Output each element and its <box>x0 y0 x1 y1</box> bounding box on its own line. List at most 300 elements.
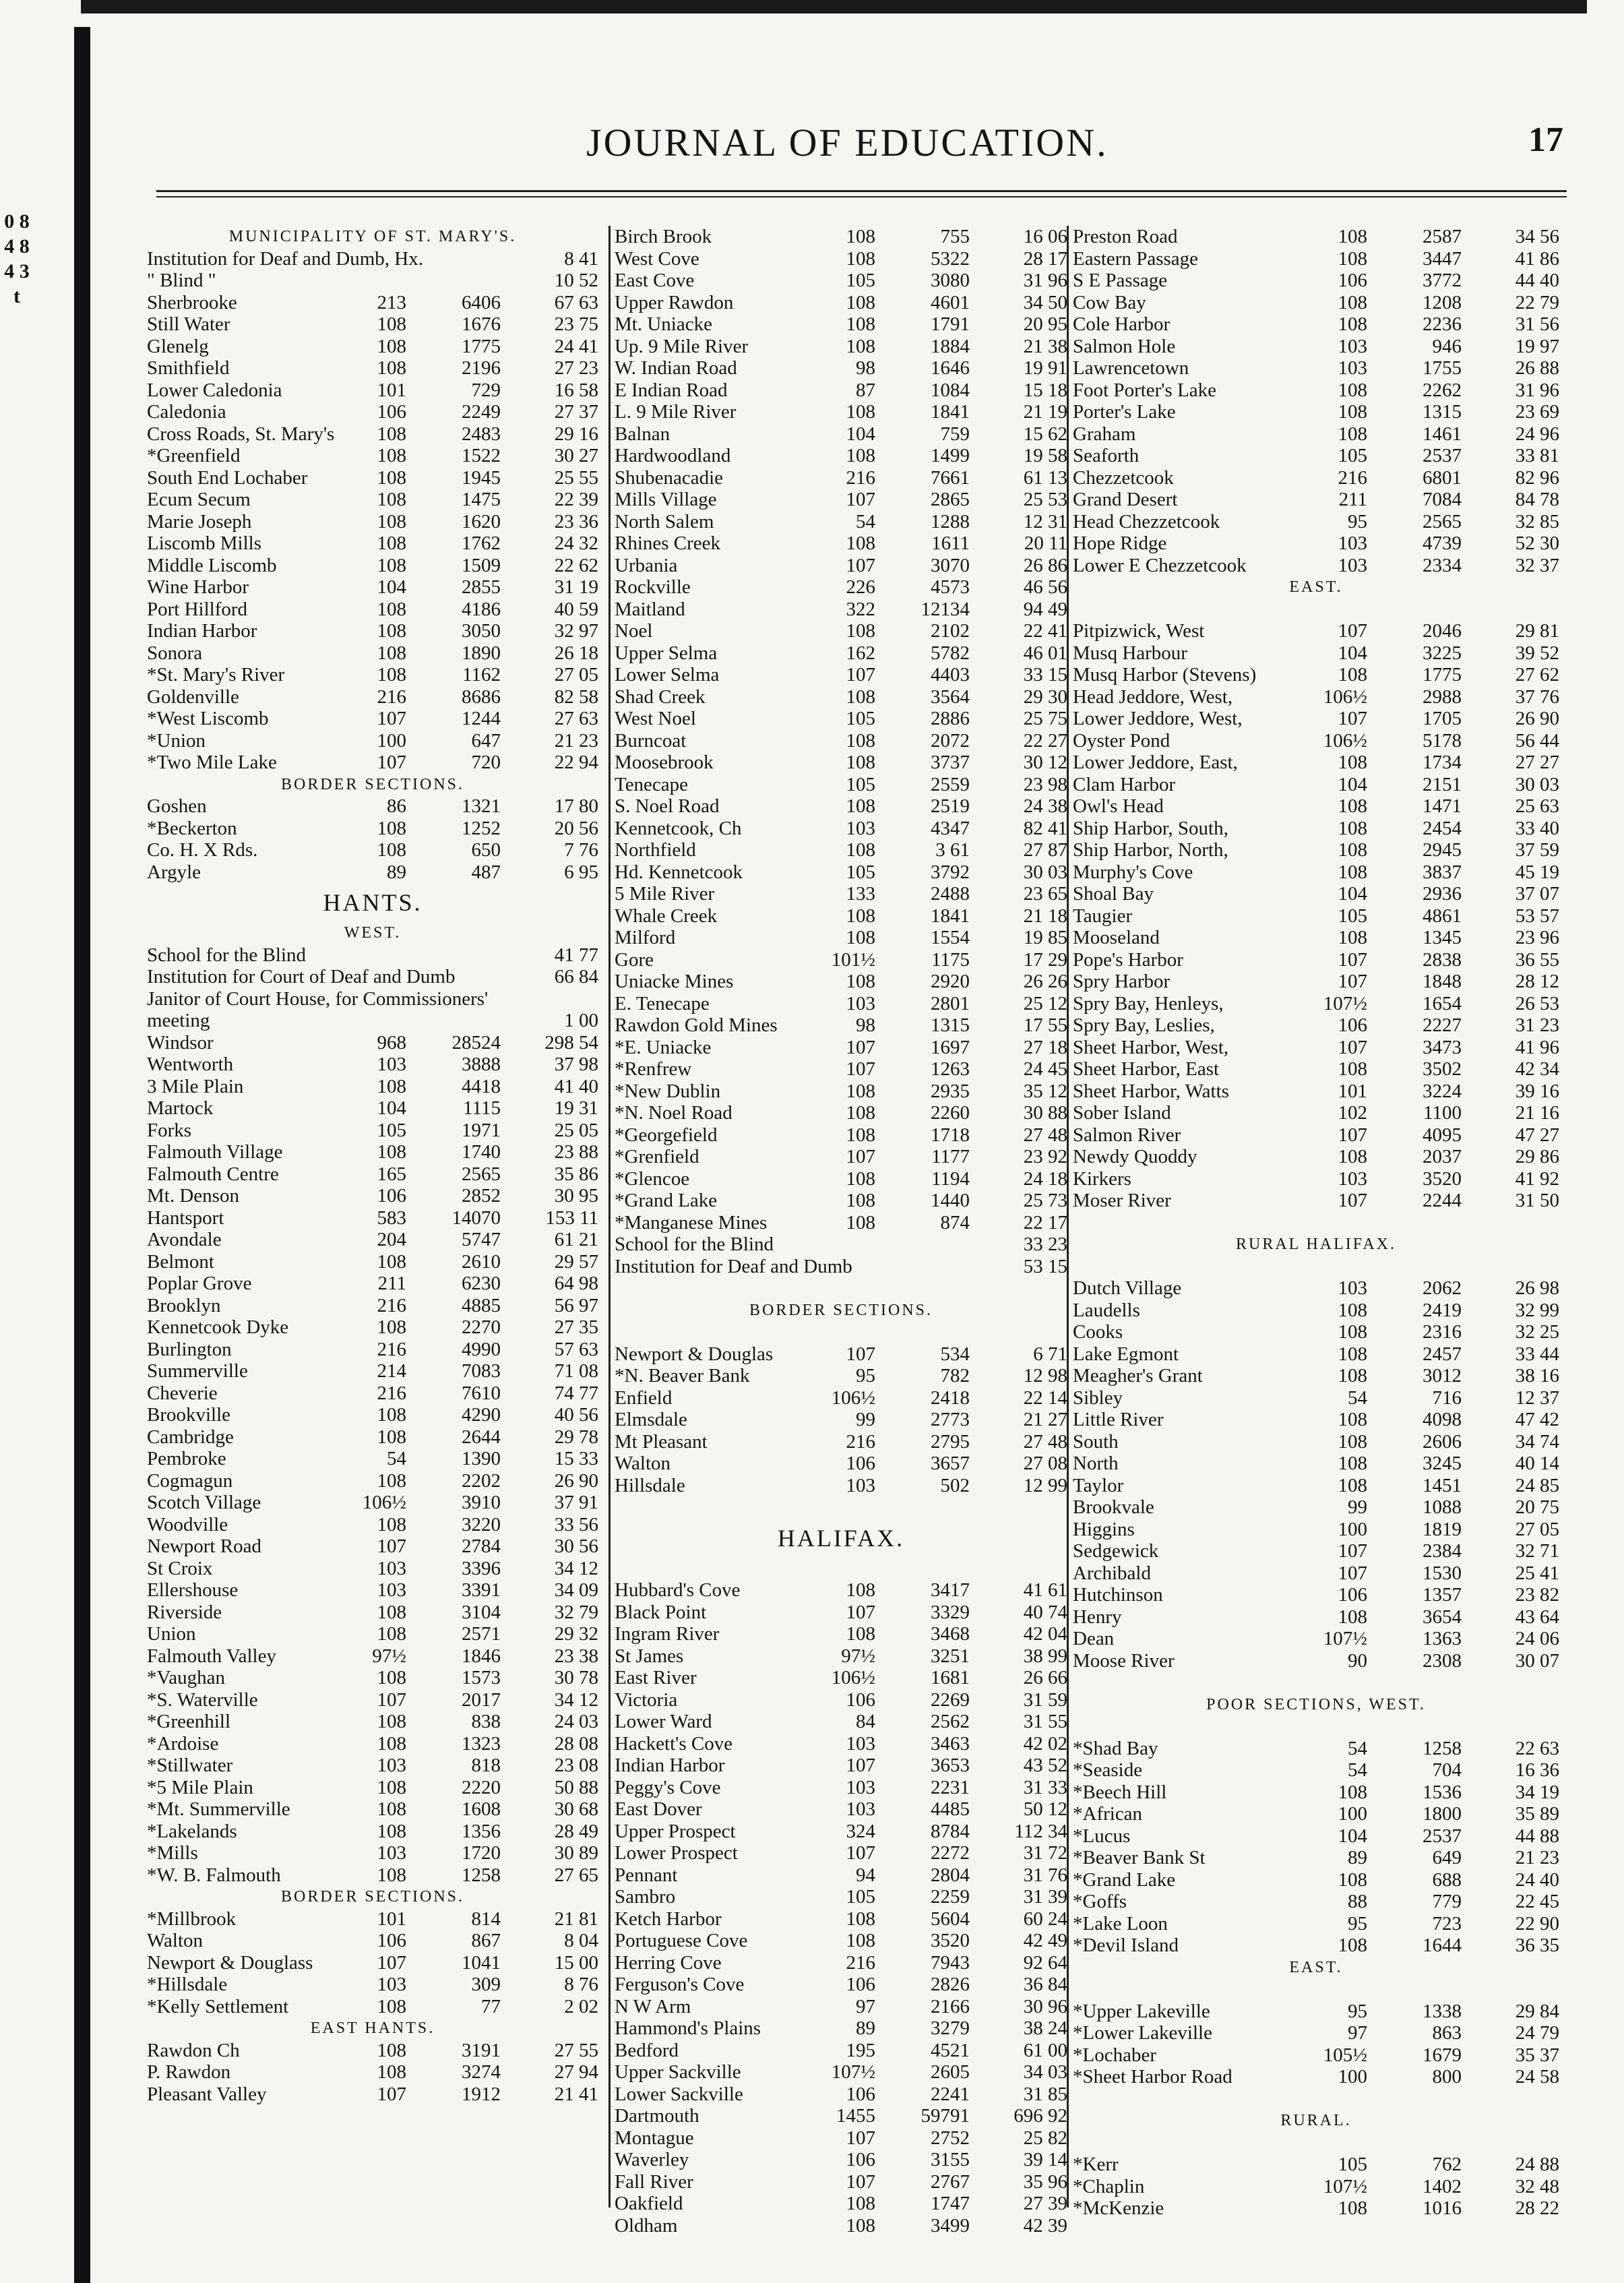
grant-amount: 64 98 <box>554 1273 598 1294</box>
grant-amount: 21 18 <box>1023 905 1067 927</box>
section-name: Sober Island <box>1073 1102 1171 1124</box>
grant-amount: 22 17 <box>1023 1211 1067 1234</box>
grant-amount: 31 96 <box>1023 270 1067 291</box>
table-row <box>1073 795 1559 818</box>
section-name: Rawdon Ch <box>147 2039 240 2061</box>
grant-amount: 31 85 <box>1023 2083 1067 2105</box>
days-taught: 107 <box>846 664 875 686</box>
section-name: *Beaver Bank St <box>1073 1847 1206 1868</box>
section-name: E. Tenecape <box>615 992 710 1014</box>
grant-amount: 23 98 <box>1023 773 1067 795</box>
section-name: *Glencoe <box>615 1167 690 1190</box>
days-taught: 107 <box>846 1036 875 1058</box>
days-taught: 106½ <box>831 1387 875 1409</box>
section-name: Lower Ward <box>615 1711 712 1732</box>
attendance: 2241 <box>931 2083 970 2105</box>
attendance: 2804 <box>931 1864 970 1886</box>
section-name: Graham <box>1073 423 1136 445</box>
days-taught: 107 <box>377 752 406 773</box>
grant-amount: 25 05 <box>554 1119 598 1141</box>
days-taught: 108 <box>846 532 875 554</box>
section-name: Enfield <box>615 1387 673 1409</box>
days-taught: 107 <box>377 708 406 729</box>
grant-amount: 44 40 <box>1515 270 1559 291</box>
days-taught: 107½ <box>831 2061 875 2083</box>
attendance: 3657 <box>931 1453 970 1474</box>
days-taught: 100 <box>377 729 406 752</box>
section-name: Up. 9 Mile River <box>615 335 749 357</box>
table-row <box>1073 730 1559 752</box>
attendance: 814 <box>471 1908 501 1930</box>
column-3 <box>1067 226 1559 2219</box>
attendance: 2767 <box>931 2170 970 2193</box>
grant-amount: 27 27 <box>1515 752 1559 773</box>
section-name: Balnan <box>615 423 670 445</box>
attendance: 3070 <box>931 554 970 576</box>
table-row <box>1073 1409 1559 1431</box>
days-taught: 108 <box>846 905 875 927</box>
table-row <box>147 357 598 379</box>
note-row <box>615 1256 1067 1278</box>
grant-amount: 47 42 <box>1515 1409 1559 1430</box>
days-taught: 107½ <box>1323 1628 1367 1649</box>
attendance: 4601 <box>931 291 970 313</box>
table-row <box>1073 1650 1559 1672</box>
column-2 <box>608 226 1067 2236</box>
grant-amount: 27 08 <box>1023 1453 1067 1474</box>
grant-amount: 24 18 <box>1023 1167 1067 1190</box>
table-row <box>615 1777 1067 1799</box>
attendance: 1775 <box>1423 664 1462 686</box>
days-taught: 95 <box>1348 510 1367 532</box>
table-row <box>1073 664 1559 686</box>
grant-amount: 44 88 <box>1515 1825 1559 1847</box>
section-name: Lower Prospect <box>615 1842 738 1864</box>
section-name: Rawdon Gold Mines <box>615 1014 778 1036</box>
section-name: Brookville <box>147 1404 231 1426</box>
days-taught: 108 <box>377 1601 406 1623</box>
section-name: Maitland <box>615 598 685 620</box>
days-taught: 108 <box>846 795 875 817</box>
attendance: 3274 <box>462 2061 501 2083</box>
table-row <box>1073 1782 1559 1804</box>
days-taught: 108 <box>846 1930 875 1951</box>
section-name: 3 Mile Plain <box>147 1075 244 1097</box>
attendance: 1720 <box>462 1842 501 1864</box>
grant-amount: 32 85 <box>1515 510 1559 532</box>
table-row <box>147 642 598 665</box>
table-row <box>1073 2022 1559 2044</box>
section-name: Belmont <box>147 1250 214 1273</box>
table-row <box>147 1207 598 1229</box>
section-name: Pembroke <box>147 1448 226 1469</box>
section-name: Burncoat <box>615 729 687 752</box>
table-row <box>147 1996 598 2018</box>
spacer <box>615 1558 1067 1580</box>
table-row <box>147 1229 598 1251</box>
grant-amount: 67 63 <box>554 291 598 313</box>
grant-amount: 6 95 <box>564 861 598 883</box>
attendance: 1734 <box>1423 752 1462 773</box>
table-row <box>147 1382 598 1405</box>
grant-amount: 28 17 <box>1023 247 1067 270</box>
days-taught: 106 <box>1338 1584 1367 1606</box>
days-taught: 108 <box>846 620 875 642</box>
days-taught: 108 <box>377 1404 406 1426</box>
table-row <box>147 1908 598 1930</box>
section-name: Sheet Harbor, East <box>1073 1058 1220 1080</box>
table-row <box>147 1689 598 1711</box>
days-taught: 108 <box>1338 1343 1367 1365</box>
attendance: 1705 <box>1423 708 1462 729</box>
days-taught: 106 <box>377 1185 406 1207</box>
days-taught: 107 <box>846 489 875 510</box>
table-row <box>147 599 598 621</box>
table-row <box>147 1930 598 1952</box>
grant-amount: 27 05 <box>1515 1518 1559 1540</box>
section-name: *Grand Lake <box>1073 1868 1176 1891</box>
section-name: Lake Egmont <box>1073 1343 1179 1365</box>
table-row <box>1073 532 1559 555</box>
attendance: 3888 <box>462 1054 501 1075</box>
grant-amount: 35 89 <box>1515 1803 1559 1825</box>
section-name: Lower Jeddore, West, <box>1073 708 1243 729</box>
section-name: Caledonia <box>147 401 226 423</box>
table-row <box>1073 292 1559 314</box>
section-name: Liscomb Mills <box>147 532 261 554</box>
attendance: 1762 <box>462 532 501 554</box>
table-row <box>147 1842 598 1864</box>
attendance: 3792 <box>931 861 970 883</box>
days-taught: 103 <box>377 1755 406 1776</box>
grant-amount: 61 00 <box>1023 2039 1067 2061</box>
days-taught: 216 <box>1338 466 1367 489</box>
grant-amount: 43 64 <box>1515 1606 1559 1628</box>
section-name: *Renfrew <box>615 1058 692 1080</box>
days-taught: 108 <box>846 247 875 270</box>
grant-amount: 37 07 <box>1515 883 1559 905</box>
attendance: 2017 <box>462 1688 501 1711</box>
table-row <box>615 226 1067 248</box>
table-row <box>1073 555 1559 577</box>
days-taught: 108 <box>846 729 875 752</box>
table-row <box>147 1426 598 1449</box>
grant-amount: 46 56 <box>1023 576 1067 598</box>
attendance: 7083 <box>462 1360 501 1382</box>
section-heading: EAST. <box>1289 578 1343 596</box>
attendance: 1402 <box>1423 2175 1462 2197</box>
attendance: 1475 <box>462 489 501 510</box>
section-name: St Croix <box>147 1557 213 1579</box>
days-taught: 103 <box>1338 357 1367 379</box>
grant-amount: 32 99 <box>1515 1299 1559 1321</box>
table-row <box>615 949 1067 971</box>
section-name: Cheverie <box>147 1382 218 1404</box>
days-taught: 108 <box>1338 1058 1367 1080</box>
attendance: 2046 <box>1423 620 1462 642</box>
table-row <box>615 1475 1067 1497</box>
attendance: 4573 <box>931 576 970 598</box>
attendance: 4290 <box>462 1404 501 1426</box>
days-taught: 216 <box>377 1294 406 1316</box>
section-name: *New Dublin <box>615 1080 721 1102</box>
attendance: 1800 <box>1423 1803 1462 1825</box>
section-name: Glenelg <box>147 335 209 357</box>
attendance: 3191 <box>462 2039 501 2061</box>
days-taught: 94 <box>856 1864 875 1886</box>
grant-amount: 30 88 <box>1023 1102 1067 1124</box>
spacer <box>615 1496 1067 1519</box>
section-name: Upper Rawdon <box>615 291 734 313</box>
attendance: 2587 <box>1423 226 1462 247</box>
grant-amount: 29 84 <box>1515 2000 1559 2022</box>
grant-amount: 28 22 <box>1515 2197 1559 2219</box>
days-taught: 108 <box>1338 1474 1367 1496</box>
section-name: *Chaplin <box>1073 2175 1145 2197</box>
table-row <box>615 1102 1067 1124</box>
days-taught: 108 <box>377 2061 406 2083</box>
days-taught: 108 <box>377 1250 406 1273</box>
section-name: *N. Noel Road <box>615 1102 732 1124</box>
section-heading: BORDER SECTIONS. <box>280 1888 465 1906</box>
grant-amount: 22 94 <box>554 752 598 773</box>
attendance: 6406 <box>462 291 501 313</box>
days-taught: 108 <box>1338 1146 1367 1167</box>
grant-amount: 112 34 <box>1014 1820 1067 1842</box>
attendance: 2316 <box>1423 1321 1462 1343</box>
table-row <box>1073 1146 1559 1168</box>
table-row <box>147 489 598 511</box>
attendance: 3910 <box>462 1492 501 1513</box>
attendance: 720 <box>471 752 501 773</box>
grant-amount: 21 23 <box>554 729 598 752</box>
table-row <box>615 357 1067 379</box>
table-row <box>615 620 1067 642</box>
days-taught: 108 <box>377 1316 406 1338</box>
days-taught: 108 <box>377 620 406 642</box>
table-row <box>147 313 598 336</box>
days-taught: 108 <box>846 752 875 773</box>
table-row <box>615 1431 1067 1453</box>
attendance: 2945 <box>1423 839 1462 861</box>
attendance: 2644 <box>462 1426 501 1448</box>
grant-amount: 30 95 <box>554 1185 598 1207</box>
grant-amount: 38 99 <box>1023 1645 1067 1667</box>
attendance: 2457 <box>1423 1343 1462 1365</box>
table-row <box>1073 1891 1559 1913</box>
grant-amount: 41 77 <box>554 944 598 966</box>
table-row <box>615 599 1067 621</box>
table-row <box>1073 1825 1559 1848</box>
grant-amount: 24 41 <box>554 335 598 357</box>
days-taught: 108 <box>846 1190 875 1211</box>
section-name: *Beech Hill <box>1073 1781 1167 1803</box>
grant-amount: 27 55 <box>554 2039 598 2061</box>
table-row <box>147 1535 598 1558</box>
grant-amount: 21 27 <box>1023 1409 1067 1430</box>
days-taught: 107 <box>846 1146 875 1167</box>
days-taught: 108 <box>377 554 406 576</box>
grant-amount: 26 53 <box>1515 992 1559 1014</box>
section-name: *Lakelands <box>147 1820 237 1842</box>
attendance: 1208 <box>1423 291 1462 313</box>
attendance: 2920 <box>931 971 970 992</box>
section-name: Walton <box>615 1453 671 1474</box>
attendance: 3837 <box>1423 861 1462 883</box>
table-row <box>615 1645 1067 1668</box>
days-taught: 105 <box>1338 2154 1367 2175</box>
days-taught: 108 <box>1338 291 1367 313</box>
grant-amount: 16 58 <box>554 379 598 401</box>
grant-amount: 28 08 <box>554 1732 598 1755</box>
table-row <box>147 2061 598 2083</box>
grant-amount: 19 58 <box>1023 445 1067 466</box>
section-name: Cambridge <box>147 1426 234 1448</box>
days-taught: 108 <box>1338 313 1367 335</box>
days-taught: 108 <box>377 1623 406 1645</box>
grant-amount: 19 97 <box>1515 335 1559 357</box>
days-taught: 105 <box>1338 445 1367 466</box>
grant-amount: 34 03 <box>1023 2061 1067 2083</box>
grant-amount: 42 34 <box>1515 1058 1559 1080</box>
section-name: Bedford <box>615 2039 679 2061</box>
note-text: " Blind " <box>147 270 216 291</box>
attendance: 2519 <box>931 795 970 817</box>
days-taught: 104 <box>846 423 875 445</box>
grant-amount: 29 32 <box>554 1623 598 1645</box>
section-name: *Hillsdale <box>147 1974 228 1995</box>
section-name: Indian Harbor <box>615 1755 725 1776</box>
days-taught: 106 <box>846 1974 875 1995</box>
grant-amount: 8 41 <box>564 247 598 270</box>
grant-amount: 26 26 <box>1023 971 1067 992</box>
section-name: Rockville <box>615 576 691 598</box>
section-name: Lower Jeddore, East, <box>1073 752 1238 773</box>
table-row <box>615 1124 1067 1147</box>
section-name: Kennetcook Dyke <box>147 1316 289 1338</box>
section-name: Eastern Passage <box>1073 247 1199 270</box>
table-row <box>1073 1431 1559 1453</box>
days-taught: 106 <box>377 1930 406 1951</box>
days-taught: 103 <box>377 1557 406 1579</box>
grant-amount: 22 90 <box>1515 1912 1559 1935</box>
grant-amount: 17 80 <box>554 795 598 817</box>
days-taught: 108 <box>377 598 406 620</box>
section-name: *Ardoise <box>147 1732 219 1755</box>
days-taught: 108 <box>846 2193 875 2214</box>
table-row <box>1073 1759 1559 1782</box>
attendance: 863 <box>1432 2022 1462 2044</box>
days-taught: 216 <box>846 1951 875 1974</box>
table-row <box>147 1667 598 1689</box>
grant-amount: 31 76 <box>1023 1864 1067 1886</box>
section-name: Cross Roads, St. Mary's <box>147 423 335 445</box>
table-row <box>615 2215 1067 2237</box>
table-row <box>1073 445 1559 467</box>
days-taught: 1455 <box>836 2105 875 2127</box>
grant-amount: 1 00 <box>564 1010 598 1031</box>
table-row <box>615 1168 1067 1190</box>
days-taught: 105 <box>846 861 875 883</box>
days-taught: 103 <box>1338 554 1367 576</box>
section-name: Oldham <box>615 2214 678 2236</box>
grant-amount: 27 48 <box>1023 1124 1067 1146</box>
days-taught: 108 <box>377 1141 406 1163</box>
grant-amount: 25 73 <box>1023 1190 1067 1211</box>
section-name: Musq Harbour <box>1073 642 1187 664</box>
attendance: 4521 <box>931 2039 970 2061</box>
section-name: Archibald <box>1073 1562 1151 1584</box>
days-taught: 108 <box>846 1102 875 1124</box>
grant-amount: 8 04 <box>564 1930 598 1951</box>
page-title: JOURNAL OF EDUCATION. <box>586 121 1108 164</box>
grant-amount: 2 02 <box>564 1995 598 2017</box>
grant-amount: 22 39 <box>554 489 598 510</box>
column-1 <box>147 226 598 2105</box>
attendance: 8686 <box>462 686 501 708</box>
table-row <box>147 1032 598 1054</box>
grant-amount: 31 19 <box>554 576 598 598</box>
section-name: Ferguson's Cove <box>615 1974 745 1995</box>
grant-amount: 22 41 <box>1023 620 1067 642</box>
grant-amount: 33 40 <box>1515 817 1559 839</box>
section-name: Falmouth Centre <box>147 1163 279 1185</box>
section-name: West Noel <box>615 708 696 729</box>
grant-amount: 24 45 <box>1023 1058 1067 1080</box>
section-name: North Salem <box>615 510 714 532</box>
days-taught: 107½ <box>1323 2175 1367 2197</box>
attendance: 729 <box>471 379 501 401</box>
table-row <box>1073 1519 1559 1541</box>
attendance: 1194 <box>931 1167 970 1190</box>
grant-amount: 21 81 <box>554 1908 598 1930</box>
grant-amount: 57 63 <box>554 1338 598 1360</box>
table-row <box>1073 1387 1559 1409</box>
attendance: 2196 <box>462 357 501 379</box>
grant-amount: 19 91 <box>1023 357 1067 379</box>
section-name: Kirkers <box>1073 1167 1131 1190</box>
grant-amount: 10 52 <box>554 270 598 291</box>
grant-amount: 84 78 <box>1515 489 1559 510</box>
table-row <box>615 555 1067 577</box>
table-row <box>615 642 1067 665</box>
attendance: 1162 <box>462 664 501 686</box>
attendance: 1620 <box>462 510 501 532</box>
section-name: *West Liscomb <box>147 708 269 729</box>
days-taught: 104 <box>377 1097 406 1119</box>
grant-amount: 37 98 <box>554 1054 598 1075</box>
section-name: Montague <box>615 2127 694 2149</box>
days-taught: 107 <box>846 554 875 576</box>
section-name: *Greenhill <box>147 1711 231 1732</box>
grant-amount: 45 19 <box>1515 861 1559 883</box>
attendance: 1740 <box>462 1141 501 1163</box>
section-name: Upper Sackville <box>615 2061 741 2083</box>
days-taught: 108 <box>1338 379 1367 401</box>
grant-amount: 24 40 <box>1515 1868 1559 1891</box>
days-taught: 54 <box>856 510 875 532</box>
attendance: 1841 <box>931 905 970 927</box>
grant-amount: 33 44 <box>1515 1343 1559 1365</box>
grant-amount: 34 19 <box>1515 1781 1559 1803</box>
section-name: Ecum Secum <box>147 489 251 510</box>
section-heading: RURAL. <box>1280 2112 1352 2129</box>
attendance: 2936 <box>1423 883 1462 905</box>
spacer <box>1073 599 1559 621</box>
table-row <box>1073 1343 1559 1366</box>
section-name: Lower Sackville <box>615 2083 743 2105</box>
table-row <box>615 1842 1067 1864</box>
